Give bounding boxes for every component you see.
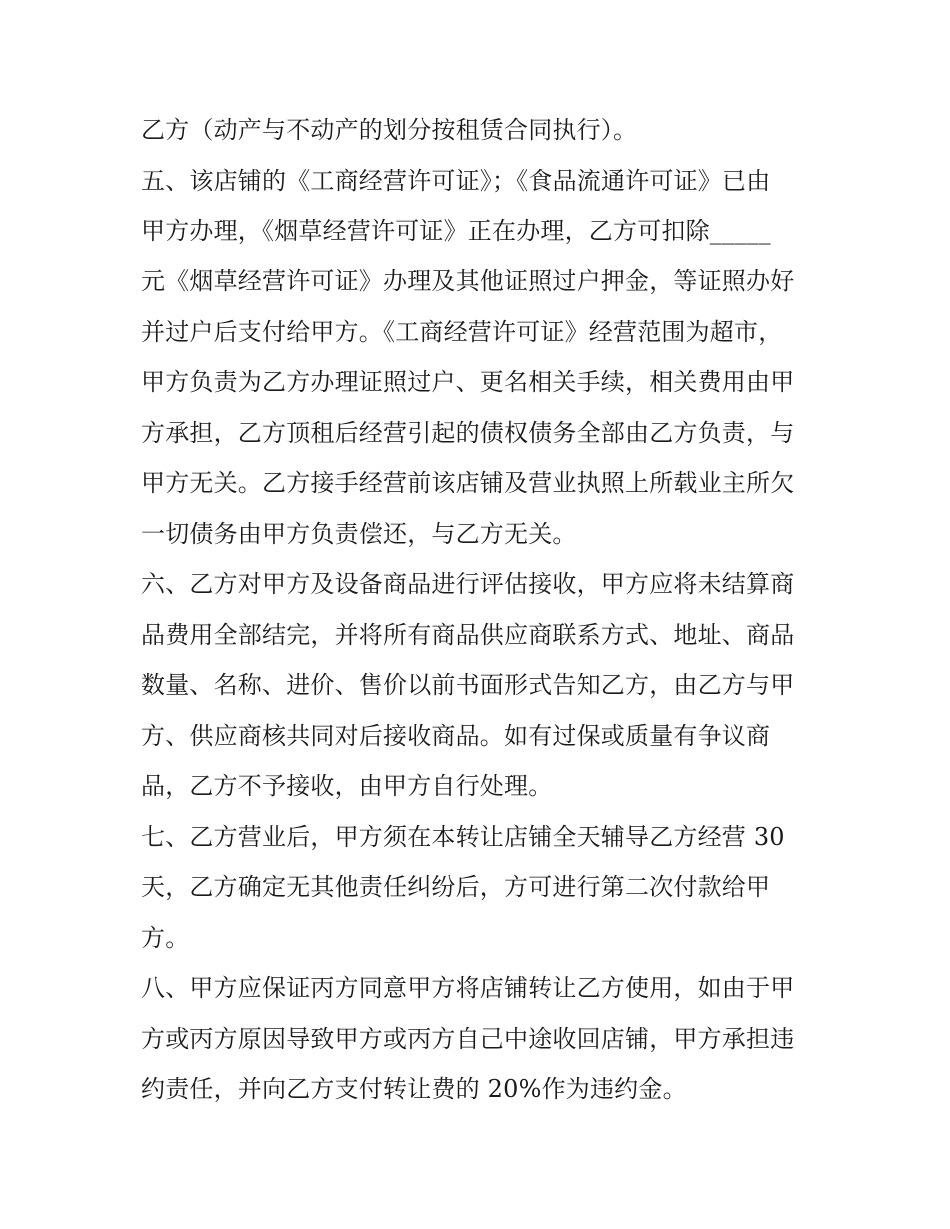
text-line: 方承担，乙方顶租后经营引起的债权债务全部由乙方负责，与 <box>141 419 795 447</box>
text-line: 天，乙方确定无其他责任纠纷后，方可进行第二次付款给甲 <box>141 873 771 901</box>
text-line: 品，乙方不予接收，由甲方自行处理。 <box>141 772 553 800</box>
text-line: 八、甲方应保证丙方同意甲方将店铺转让乙方使用，如由于甲 <box>141 974 795 1002</box>
text-line: 甲方无关。乙方接手经营前该店铺及营业执照上所载业主所欠 <box>141 469 795 497</box>
text-line: 并过户后支付给甲方。《工商经营许可证》经营范围为超市， <box>141 318 783 346</box>
text-line: 乙方（动产与不动产的划分按租赁合同执行）。 <box>141 116 638 144</box>
text-line: 甲方负责为乙方办理证照过户、更名相关手续，相关费用由甲 <box>141 368 795 396</box>
text-line: 元《烟草经营许可证》办理及其他证照过户押金，等证照办好 <box>141 267 795 295</box>
text-line: 七、乙方营业后，甲方须在本转让店铺全天辅导乙方经营 30 <box>141 823 785 851</box>
text-line: 方、供应商核共同对后接收商品。如有过保或质量有争议商 <box>141 722 771 750</box>
text-line: 甲方办理，《烟草经营许可证》正在办理，乙方可扣除_____ <box>141 217 771 245</box>
text-line: 数量、名称、进价、售价以前书面形式告知乙方，由乙方与甲 <box>141 671 795 699</box>
text-line: 方或丙方原因导致甲方或丙方自己中途收回店铺，甲方承担违 <box>141 1025 795 1053</box>
text-line: 六、乙方对甲方及设备商品进行评估接收，甲方应将未结算商 <box>141 570 795 598</box>
text-line: 一切债务由甲方负责偿还，与乙方无关。 <box>141 520 577 548</box>
text-line: 五、该店铺的《工商经营许可证》；《食品流通许可证》已由 <box>141 167 771 195</box>
text-line: 方。 <box>141 924 190 952</box>
text-line: 约责任，并向乙方支付转让费的 20%作为违约金。 <box>141 1075 687 1103</box>
text-line: 品费用全部结完，并将所有商品供应商联系方式、地址、商品 <box>141 621 795 649</box>
